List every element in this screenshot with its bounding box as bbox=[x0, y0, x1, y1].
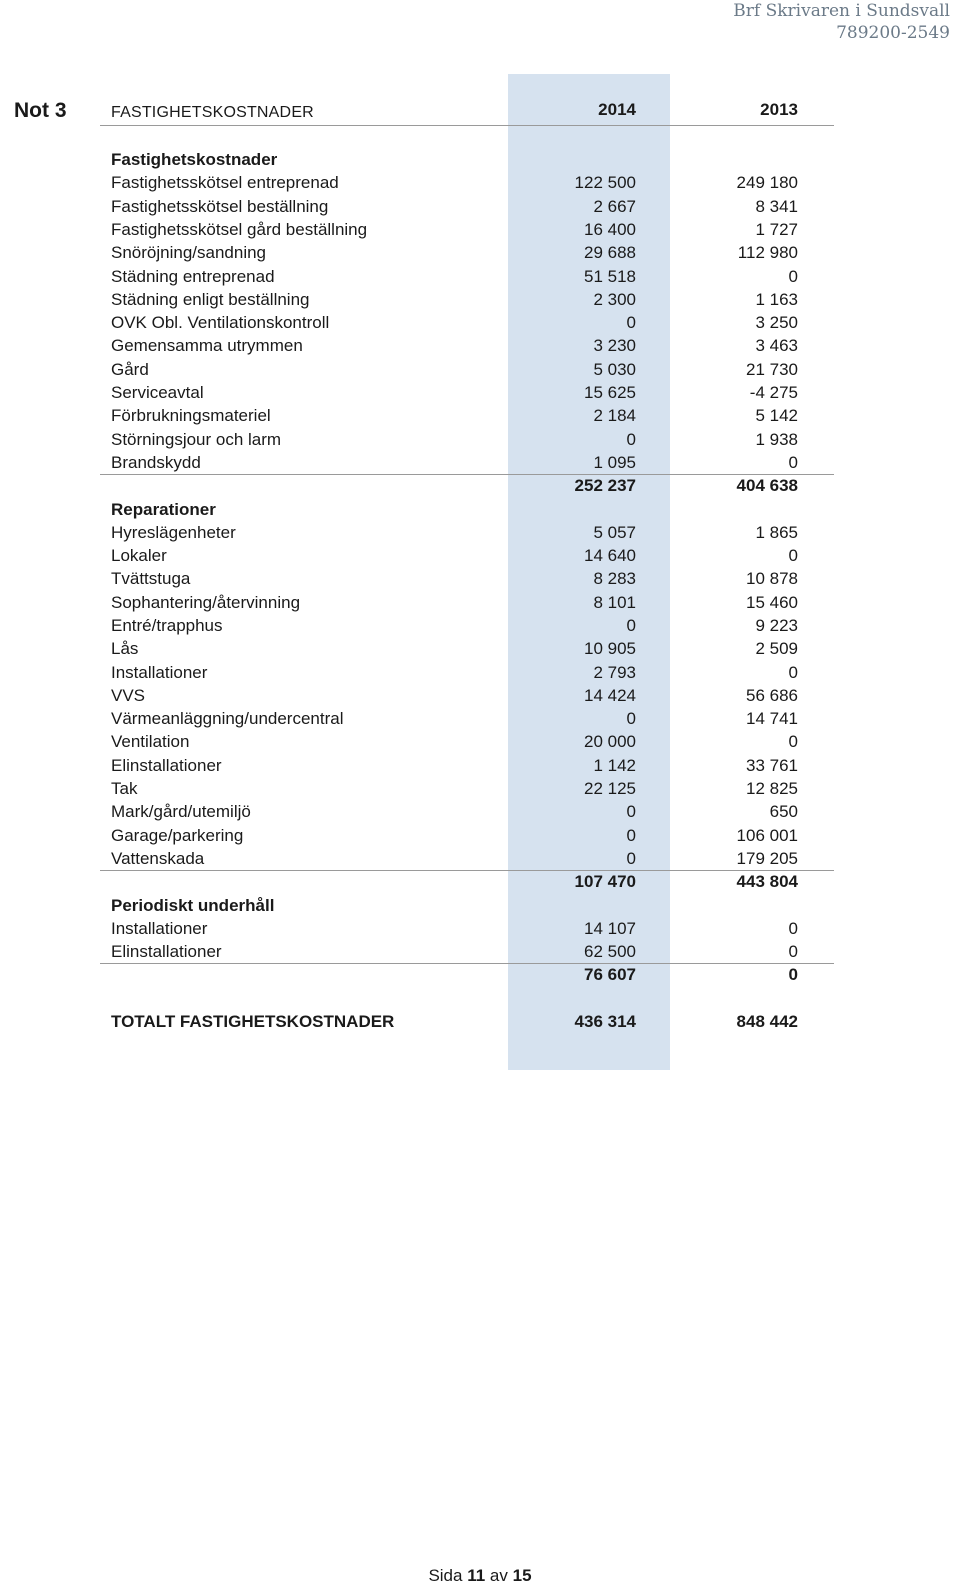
value-previous-year: 0 bbox=[788, 663, 798, 682]
value-previous-year: 249 180 bbox=[736, 173, 798, 192]
year-previous-header: 2013 bbox=[760, 100, 798, 119]
table-row bbox=[0, 614, 960, 637]
value-current-year: 0 bbox=[626, 616, 636, 635]
row-label: Sophantering/återvinning bbox=[111, 593, 301, 612]
org-name: Brf Skrivaren i Sundsvall bbox=[733, 1, 950, 21]
value-previous-year: 106 001 bbox=[736, 826, 798, 845]
value-previous-year: 0 bbox=[788, 919, 798, 938]
table-row bbox=[0, 404, 960, 427]
value-current-year: 0 bbox=[626, 826, 636, 845]
table-row bbox=[0, 544, 960, 567]
table-row bbox=[0, 591, 960, 614]
subtotal-row bbox=[0, 474, 960, 497]
value-previous-year: 443 804 bbox=[736, 872, 798, 891]
value-current-year: 16 400 bbox=[584, 220, 636, 239]
row-label: TOTALT FASTIGHETSKOSTNADER bbox=[111, 1012, 395, 1031]
value-current-year: 15 625 bbox=[584, 383, 636, 402]
row-label: Garage/parkering bbox=[111, 826, 244, 845]
value-current-year: 1 142 bbox=[593, 756, 636, 775]
table-row bbox=[0, 265, 960, 288]
table-row bbox=[0, 334, 960, 357]
footer-page-number: 11 bbox=[467, 1566, 486, 1585]
row-label: OVK Obl. Ventilationskontroll bbox=[111, 313, 330, 332]
value-previous-year: 0 bbox=[788, 732, 798, 751]
value-current-year: 122 500 bbox=[574, 173, 636, 192]
subtotal-rule bbox=[100, 474, 834, 475]
value-previous-year: 848 442 bbox=[736, 1012, 798, 1031]
row-label: Elinstallationer bbox=[111, 942, 222, 961]
value-current-year: 62 500 bbox=[584, 942, 636, 961]
row-label: Periodiskt underhåll bbox=[111, 896, 275, 915]
value-current-year: 2 300 bbox=[593, 290, 636, 309]
row-label: Tak bbox=[111, 779, 138, 798]
value-previous-year: 5 142 bbox=[755, 406, 798, 425]
value-previous-year: 21 730 bbox=[746, 360, 798, 379]
value-current-year: 0 bbox=[626, 709, 636, 728]
subtotal-row bbox=[0, 870, 960, 893]
value-previous-year: 9 223 bbox=[755, 616, 798, 635]
document-header bbox=[733, 0, 950, 44]
table-row bbox=[0, 754, 960, 777]
table-row bbox=[0, 847, 960, 870]
row-label: Städning entreprenad bbox=[111, 267, 275, 286]
table-row bbox=[0, 777, 960, 800]
row-label: Förbrukningsmateriel bbox=[111, 406, 271, 425]
header-rule bbox=[100, 125, 834, 126]
value-current-year: 20 000 bbox=[584, 732, 636, 751]
row-label: Entré/trapphus bbox=[111, 616, 223, 635]
table-row bbox=[0, 824, 960, 847]
value-previous-year: 112 980 bbox=[737, 243, 798, 262]
value-current-year: 10 905 bbox=[584, 639, 636, 658]
table-row bbox=[0, 195, 960, 218]
footer-middle: av bbox=[489, 1566, 508, 1585]
note-title: FASTIGHETSKOSTNADER bbox=[111, 104, 314, 121]
subtotal-rule bbox=[100, 870, 834, 871]
value-current-year: 8 101 bbox=[593, 593, 636, 612]
value-previous-year: 15 460 bbox=[746, 593, 798, 612]
value-previous-year: 0 bbox=[788, 965, 798, 984]
value-previous-year: 12 825 bbox=[746, 779, 798, 798]
value-current-year: 76 607 bbox=[584, 965, 636, 984]
value-previous-year: 10 878 bbox=[746, 569, 798, 588]
footer-page-total: 15 bbox=[512, 1566, 532, 1585]
value-previous-year: 3 463 bbox=[755, 336, 798, 355]
row-label: Fastighetskostnader bbox=[111, 150, 278, 169]
table-row bbox=[0, 637, 960, 660]
value-previous-year: 8 341 bbox=[755, 197, 798, 216]
row-label: Serviceavtal bbox=[111, 383, 204, 402]
table-row bbox=[0, 730, 960, 753]
value-previous-year: 404 638 bbox=[736, 476, 798, 495]
value-current-year: 0 bbox=[626, 802, 636, 821]
table-row bbox=[0, 358, 960, 381]
table-row bbox=[0, 521, 960, 544]
value-current-year: 436 314 bbox=[574, 1012, 636, 1031]
value-current-year: 8 283 bbox=[593, 569, 636, 588]
row-label: Städning enligt beställning bbox=[111, 290, 310, 309]
value-current-year: 0 bbox=[626, 313, 636, 332]
page-footer bbox=[0, 1566, 960, 1586]
subtotal-rule bbox=[100, 963, 834, 964]
footer-prefix: Sida bbox=[428, 1566, 463, 1585]
table-row bbox=[0, 288, 960, 311]
value-current-year: 0 bbox=[626, 430, 636, 449]
year-current-header: 2014 bbox=[598, 100, 636, 119]
row-label: Gemensamma utrymmen bbox=[111, 336, 303, 355]
value-current-year: 5 057 bbox=[593, 523, 636, 542]
section-heading bbox=[0, 498, 960, 521]
table-row bbox=[0, 661, 960, 684]
value-current-year: 51 518 bbox=[584, 267, 636, 286]
value-previous-year: 3 250 bbox=[755, 313, 798, 332]
value-previous-year: 0 bbox=[788, 942, 798, 961]
value-previous-year: 0 bbox=[788, 546, 798, 565]
value-previous-year: 1 163 bbox=[755, 290, 798, 309]
table-row bbox=[0, 940, 960, 963]
value-previous-year: 1 938 bbox=[755, 430, 798, 449]
row-label: Installationer bbox=[111, 919, 208, 938]
row-label: Lokaler bbox=[111, 546, 167, 565]
row-label: Reparationer bbox=[111, 500, 216, 519]
value-previous-year: -4 275 bbox=[749, 383, 798, 402]
value-previous-year: 0 bbox=[788, 267, 798, 286]
note-label: Not 3 bbox=[14, 99, 67, 122]
row-label: Hyreslägenheter bbox=[111, 523, 236, 542]
grand-total-row bbox=[0, 1010, 960, 1033]
table-row bbox=[0, 381, 960, 404]
value-current-year: 0 bbox=[626, 849, 636, 868]
value-current-year: 29 688 bbox=[584, 243, 636, 262]
value-previous-year: 179 205 bbox=[736, 849, 798, 868]
row-label: Fastighetsskötsel gård beställning bbox=[111, 220, 368, 239]
row-label: Snöröjning/sandning bbox=[111, 243, 267, 262]
value-previous-year: 650 bbox=[769, 802, 798, 821]
value-previous-year: 56 686 bbox=[746, 686, 798, 705]
value-current-year: 3 230 bbox=[593, 336, 636, 355]
value-current-year: 252 237 bbox=[574, 476, 636, 495]
value-current-year: 107 470 bbox=[574, 872, 636, 891]
row-label: VVS bbox=[111, 686, 146, 705]
value-current-year: 5 030 bbox=[593, 360, 636, 379]
row-label: Värmeanläggning/undercentral bbox=[111, 709, 344, 728]
section-heading bbox=[0, 148, 960, 171]
value-previous-year: 33 761 bbox=[746, 756, 798, 775]
table-row bbox=[0, 451, 960, 474]
table-row bbox=[0, 800, 960, 823]
table-row bbox=[0, 311, 960, 334]
table-row bbox=[0, 707, 960, 730]
value-current-year: 2 793 bbox=[593, 663, 636, 682]
table-row bbox=[0, 684, 960, 707]
value-current-year: 14 424 bbox=[584, 686, 636, 705]
row-label: Gård bbox=[111, 360, 149, 379]
row-label: Vattenskada bbox=[111, 849, 205, 868]
value-current-year: 2 667 bbox=[593, 197, 636, 216]
table-row bbox=[0, 241, 960, 264]
row-label: Mark/gård/utemiljö bbox=[111, 802, 251, 821]
value-current-year: 14 640 bbox=[584, 546, 636, 565]
row-label: Brandskydd bbox=[111, 453, 201, 472]
row-label: Elinstallationer bbox=[111, 756, 222, 775]
row-label: Tvättstuga bbox=[111, 569, 191, 588]
table-row bbox=[0, 428, 960, 451]
value-current-year: 1 095 bbox=[593, 453, 636, 472]
value-previous-year: 0 bbox=[788, 453, 798, 472]
value-current-year: 22 125 bbox=[584, 779, 636, 798]
value-previous-year: 1 865 bbox=[755, 523, 798, 542]
table-row bbox=[0, 171, 960, 194]
value-current-year: 14 107 bbox=[584, 919, 636, 938]
value-current-year: 2 184 bbox=[593, 406, 636, 425]
row-label: Ventilation bbox=[111, 732, 190, 751]
row-label: Fastighetsskötsel beställning bbox=[111, 197, 329, 216]
table-row bbox=[0, 218, 960, 241]
section-heading bbox=[0, 894, 960, 917]
value-previous-year: 2 509 bbox=[755, 639, 798, 658]
table-row bbox=[0, 917, 960, 940]
row-label: Lås bbox=[111, 639, 139, 658]
table-row bbox=[0, 567, 960, 590]
value-previous-year: 14 741 bbox=[746, 709, 798, 728]
row-label: Fastighetsskötsel entreprenad bbox=[111, 173, 339, 192]
value-previous-year: 1 727 bbox=[755, 220, 798, 239]
subtotal-row bbox=[0, 963, 960, 986]
row-label: Installationer bbox=[111, 663, 208, 682]
org-number: 789200-2549 bbox=[836, 23, 950, 43]
row-label: Störningsjour och larm bbox=[111, 430, 282, 449]
